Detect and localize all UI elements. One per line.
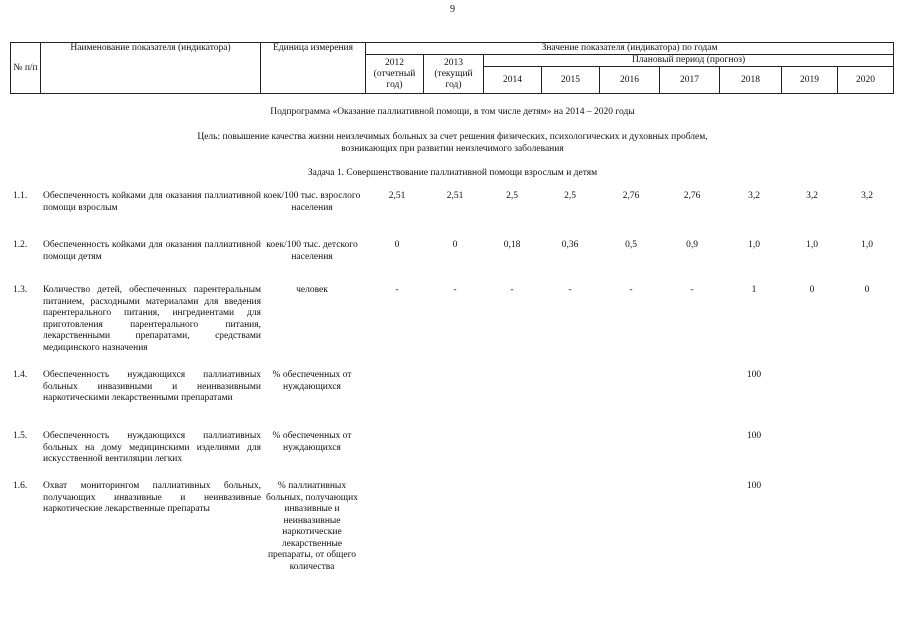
value-cell: - xyxy=(690,285,694,295)
indicator-name: Обеспеченность нуждающихся паллиативных больных инвазивными и неинвазивными наркотическими лекарственными препаратами xyxy=(43,370,261,403)
indicator-name: Охват мониторингом паллиативных больных, получающих инвазивные и неинвазивные наркотические лекарственные препараты xyxy=(43,481,261,514)
row-number: 1.3. xyxy=(13,285,28,295)
value-cell: - xyxy=(453,285,457,295)
value-cell: 2,76 xyxy=(683,191,701,201)
task-title: Задача 1. Совершенствование паллиативной помощи взрослым и детям xyxy=(307,168,598,178)
value-cell: 1,0 xyxy=(806,240,818,250)
value-cell: 100 xyxy=(746,481,762,491)
unit-of-measure: коек/100 тыс. детского населения xyxy=(266,240,358,262)
unit-of-measure: % паллиативных больных, получающих инвазивные и неинвазивные наркотические лекарственные препараты, от общего количества xyxy=(266,481,358,572)
value-cell: 0 xyxy=(394,240,400,250)
value-cell: 3,2 xyxy=(861,191,873,201)
value-cell: 1,0 xyxy=(748,240,760,250)
value-cell: 1 xyxy=(751,285,757,295)
value-cell: 2,51 xyxy=(446,191,464,201)
indicator-name: Обеспеченность нуждающихся паллиативных больных на дому медицинскими изделиями для искусственной вентиляции легких xyxy=(43,431,261,464)
value-cell: 0 xyxy=(452,240,458,250)
value-cell: 2,76 xyxy=(622,191,640,201)
indicator-name: Количество детей, обеспеченных парентеральным питанием, расходными материалами для введения парентерального питания, ингредиентами для приготовления парентерального питания, лекарственными препаратами, средствами медицинского назначения xyxy=(43,285,261,353)
value-cell: 0 xyxy=(864,285,870,295)
value-cell: 100 xyxy=(746,431,762,441)
header-year: 2018 xyxy=(720,67,782,94)
row-number: 1.5. xyxy=(13,431,28,441)
goal-line: Цель: повышение качества жизни неизлечимых больных за счет решения физических, психологических и духовных проблем, xyxy=(197,132,708,142)
header-year: 2015 xyxy=(542,67,600,94)
value-cell: 3,2 xyxy=(806,191,818,201)
header-values-by-year: Значение показателя (индикатора) по годам xyxy=(366,43,894,55)
value-cell: 0,5 xyxy=(625,240,637,250)
value-cell: 2,5 xyxy=(564,191,576,201)
unit-of-measure: % обеспеченных от нуждающихся xyxy=(272,370,352,392)
header-year-2013: 2013 (текущий год) xyxy=(424,55,484,94)
header-number: № п/п xyxy=(11,43,41,94)
value-cell: 2,5 xyxy=(506,191,518,201)
row-number: 1.1. xyxy=(13,191,28,201)
header-year: 2014 xyxy=(484,67,542,94)
value-cell: - xyxy=(510,285,514,295)
value-cell: 0,9 xyxy=(686,240,698,250)
value-cell: 3,2 xyxy=(748,191,760,201)
value-cell: - xyxy=(395,285,399,295)
value-cell: 0,36 xyxy=(561,240,579,250)
unit-of-measure: коек/100 тыс. взрослого населения xyxy=(263,191,361,213)
header-year: 2019 xyxy=(782,67,838,94)
header-year: 2017 xyxy=(660,67,720,94)
value-cell: 1,0 xyxy=(861,240,873,250)
subprogram-title: Подпрограмма «Оказание паллиативной помощи, в том числе детям» на 2014 – 2020 годы xyxy=(270,107,635,117)
value-cell: 2,51 xyxy=(388,191,406,201)
header-unit: Единица измерения xyxy=(261,43,366,94)
value-cell: 100 xyxy=(746,370,762,380)
goal-line: возникающих при развитии неизлечимого заболевания xyxy=(341,144,564,154)
header-year-2012: 2012 (отчетный год) xyxy=(366,55,424,94)
header-year: 2020 xyxy=(838,67,894,94)
value-cell: 0,18 xyxy=(503,240,521,250)
page-number: 9 xyxy=(450,4,455,15)
header-plan-period: Плановый период (прогноз) xyxy=(484,55,894,67)
indicator-table-header xyxy=(10,42,894,94)
unit-of-measure: % обеспеченных от нуждающихся xyxy=(272,431,352,453)
row-number: 1.6. xyxy=(13,481,28,491)
indicator-name: Обеспеченность койками для оказания паллиативной помощи взрослым xyxy=(43,191,261,213)
row-number: 1.4. xyxy=(13,370,28,380)
header-year: 2016 xyxy=(600,67,660,94)
unit-of-measure: человек xyxy=(296,285,328,295)
value-cell: - xyxy=(568,285,572,295)
value-cell: - xyxy=(629,285,633,295)
row-number: 1.2. xyxy=(13,240,28,250)
value-cell: 0 xyxy=(809,285,815,295)
header-indicator-name: Наименование показателя (индикатора) xyxy=(41,43,261,94)
indicator-name: Обеспеченность койками для оказания паллиативной помощи детям xyxy=(43,240,261,262)
